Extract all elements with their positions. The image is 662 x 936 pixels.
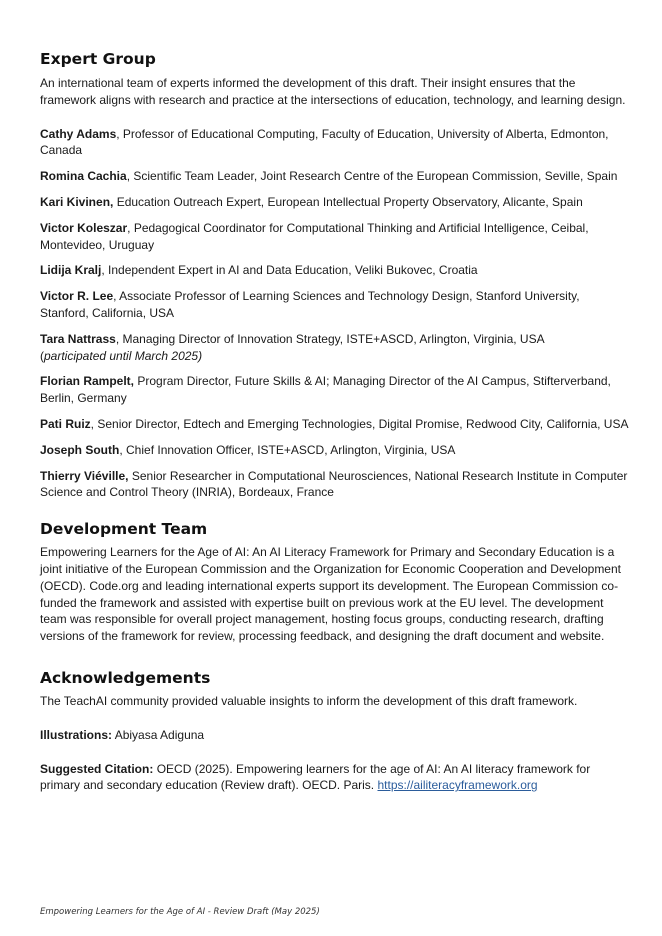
citation-label: Suggested Citation:: [40, 761, 154, 776]
member-item: [40, 373, 630, 407]
member-separator: ,: [101, 263, 109, 278]
citation-text: OECD (2025). Empowering learners for the age of AI: An AI literacy framework for primary and secondary education (Review draft). OECD. Paris.: [40, 761, 591, 793]
expert-members-list: [40, 126, 630, 502]
acknowledgements-body: The TeachAI community provided valuable insights to inform the development of this draft framework.: [40, 693, 578, 708]
expert-group-heading: Expert Group: [40, 50, 156, 68]
member-item: [40, 126, 630, 160]
member-description: Program Director, Future Skills & AI; Managing Director of the AI Campus, Stifterverband, Berlin, Germany: [40, 374, 611, 406]
member-name: Florian Rampelt,: [40, 374, 135, 389]
member-separator: ,: [119, 442, 127, 457]
member-name: Pati Ruiz: [40, 416, 91, 431]
member-description: Education Outreach Expert, European Intellectual Property Observatory, Alicante, Spain: [116, 194, 583, 209]
member-description: Senior Researcher in Computational Neurosciences, National Research Institute in Computer Science and Control Theory (INRIA), Bordeaux, France: [40, 468, 628, 500]
suggested-citation: [40, 761, 630, 795]
illustrations-value: Abiyasa Adiguna: [114, 727, 205, 742]
member-separator: ,: [127, 220, 134, 235]
member-item: [40, 442, 630, 459]
member-separator: ,: [116, 126, 123, 141]
member-separator: ,: [90, 416, 98, 431]
page-content: [40, 48, 630, 794]
member-name: Romina Cachia: [40, 169, 127, 184]
member-description: Managing Director of Innovation Strategy, ISTE+ASCD, Arlington, Virginia, USA: [122, 331, 545, 346]
member-name: Kari Kivinen,: [40, 194, 114, 209]
member-description: Professor of Educational Computing, Faculty of Education, University of Alberta, Edmonton, Canada: [40, 126, 609, 158]
member-separator: ,: [113, 289, 120, 304]
expert-group-intro: An international team of experts informed the development of this draft. Their insight ensures that the framework aligns with research and practice at the intersections of education, technology, and learning design.: [40, 76, 626, 107]
member-item: [40, 416, 630, 433]
member-item: [40, 468, 630, 502]
citation-link[interactable]: https://ailiteracyframework.org: [377, 778, 538, 793]
member-item: [40, 168, 630, 185]
member-description: Pedagogical Coordinator for Computational Thinking and Artificial Intelligence, Ceibal, Montevideo, Uruguay: [40, 220, 589, 252]
member-description: Associate Professor of Learning Sciences and Technology Design, Stanford University, Stanford, California, USA: [40, 289, 580, 320]
member-description: Scientific Team Leader, Joint Research Centre of the European Commission, Seville, Spain: [133, 169, 618, 184]
illustrations-label: Illustrations:: [40, 727, 113, 742]
member-item: [40, 194, 630, 211]
member-item: [40, 262, 630, 279]
member-separator: ,: [126, 169, 134, 184]
illustrations-credit: [40, 727, 630, 744]
member-name: Cathy Adams: [40, 126, 117, 141]
page-footer: Empowering Learners for the Age of AI - Review Draft (May 2025): [40, 907, 320, 917]
member-note-paren: (: [40, 348, 44, 363]
member-name: Victor Koleszar: [40, 220, 128, 235]
member-name: Joseph South: [40, 442, 120, 457]
member-separator: ,: [115, 331, 123, 346]
member-name: Lidija Kralj: [40, 263, 102, 278]
member-description: Chief Innovation Officer, ISTE+ASCD, Arlington, Virginia, USA: [126, 442, 456, 457]
member-name: Tara Nattrass: [40, 331, 116, 346]
member-description: Independent Expert in AI and Data Education, Veliki Bukovec, Croatia: [108, 263, 478, 278]
member-name: Victor R. Lee: [40, 289, 114, 304]
development-team-heading: Development Team: [40, 520, 208, 539]
acknowledgements-section: [40, 667, 630, 794]
member-name: Thierry Viéville,: [40, 468, 129, 483]
development-team-body: Empowering Learners for the Age of AI: An AI Literacy Framework for Primary and Secondary Education is a joint initiative of the European Commission and the Organization for Economic Cooperation and Development (OECD). Code.org and leading international experts support its development. The European Commission co-funded the framework and assisted with expertise built on previous work at the EU level. The development team was responsible for overall project management, hosting focus groups, conducting research, drafting versions of the framework for review, processing feedback, and designing the draft document and website.: [40, 545, 621, 644]
member-note: participated until March 2025: [44, 348, 199, 363]
acknowledgements-heading: Acknowledgements: [40, 668, 211, 687]
member-item: [40, 331, 630, 365]
member-description: Senior Director, Edtech and Emerging Technologies, Digital Promise, Redwood City, California, USA: [97, 416, 629, 431]
member-note-paren-close: ): [198, 348, 203, 363]
member-item: [40, 220, 630, 254]
development-team-section: [40, 518, 630, 645]
member-item: [40, 288, 630, 322]
